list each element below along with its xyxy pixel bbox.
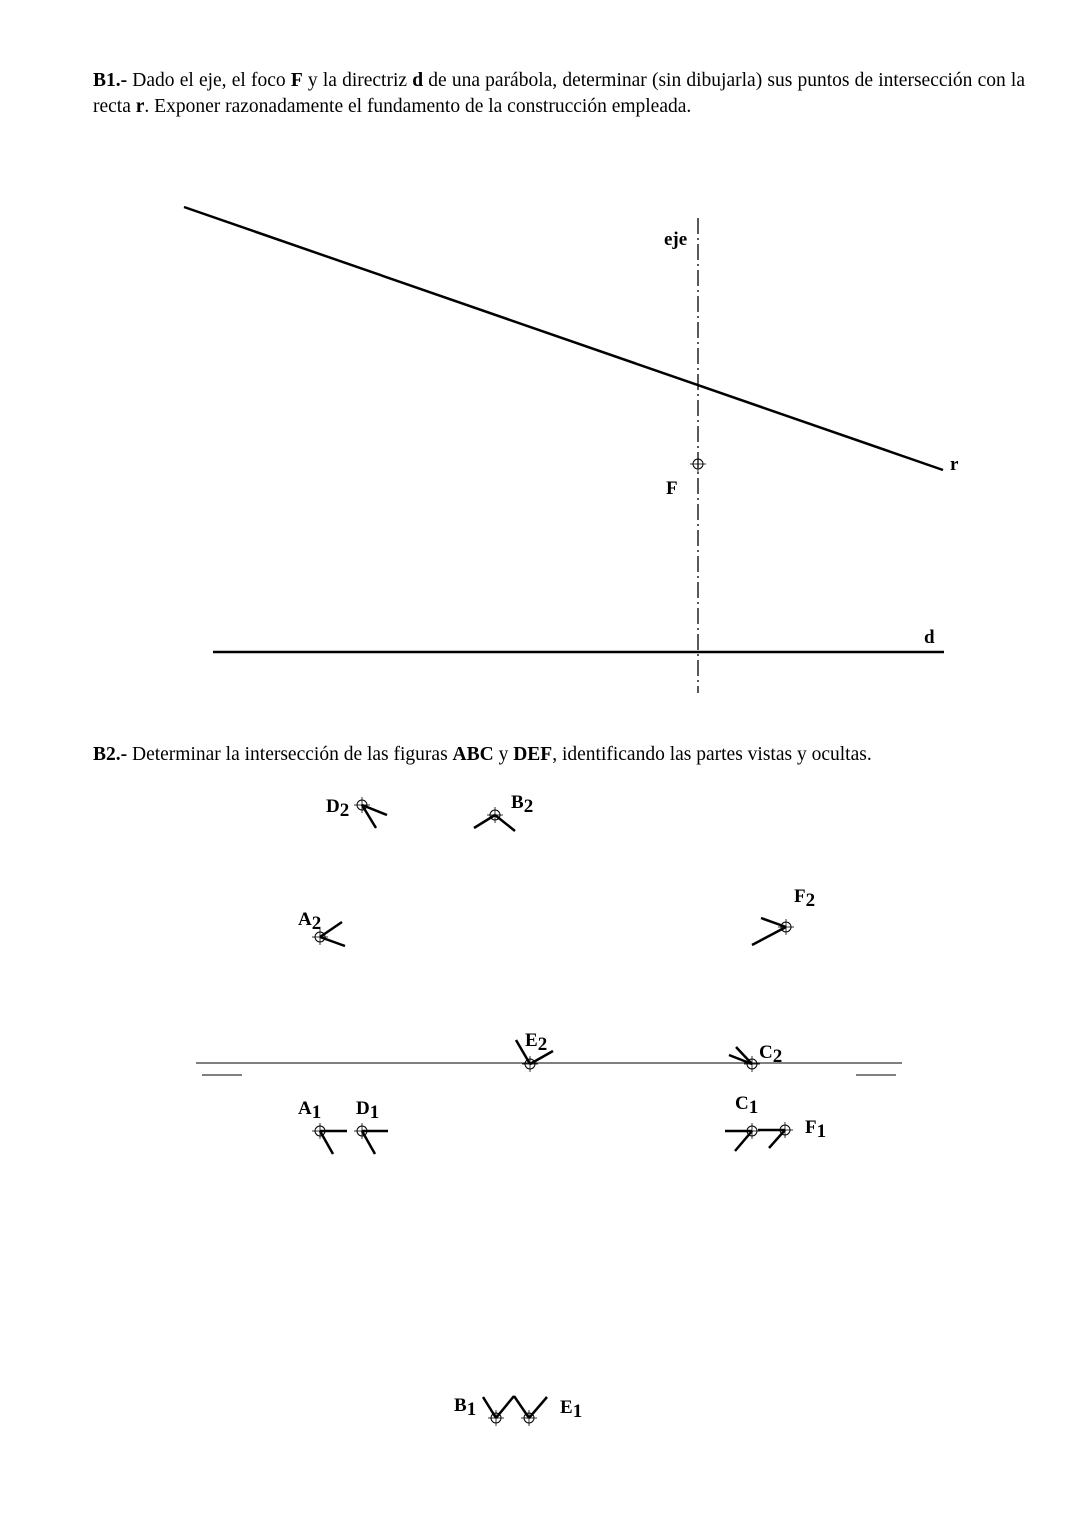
label-B2: B2 [511,792,534,817]
problem-2-id: B2.- [93,744,128,765]
label-E2: E2 [525,1030,548,1055]
label-F1: F1 [805,1117,827,1142]
point-F2-marker [752,918,794,945]
point-C2-marker [729,1047,760,1072]
label-C1: C1 [735,1093,759,1118]
point-B1-marker [483,1396,514,1426]
label-A1: A1 [298,1098,322,1123]
point-D1-marker [354,1123,388,1154]
bold-run: DEF [513,744,553,765]
point-A1-marker [312,1123,347,1154]
bold-run: F [290,70,303,91]
axis-label: eje [664,229,688,250]
point-B2-marker [474,807,515,831]
point-E1-marker [514,1396,547,1426]
text-run: de una parábola, determinar (sin dibujarla) sus puntos de intersección con la recta [93,70,1026,117]
projection-figure [196,792,902,1426]
label-D1: D1 [356,1098,380,1123]
label-C2: C2 [759,1042,783,1067]
point-F1-marker [758,1122,793,1148]
label-F2: F2 [794,886,816,911]
text-run: y [493,744,514,765]
line-r [184,207,943,470]
directrix-label: d [924,627,935,648]
parabola-figure [184,207,959,693]
focus-point-marker [690,456,706,472]
label-B1: B1 [454,1395,477,1420]
bold-run: ABC [452,744,494,765]
point-D2-marker [354,797,387,828]
line-r-label: r [950,454,959,475]
label-A2: A2 [298,909,322,934]
bold-run: d [412,70,424,91]
problem-1-id: B1.- [93,70,128,91]
focus-label: F [666,478,678,499]
point-C1-marker [725,1123,760,1151]
text-run: y la directriz [302,70,413,91]
text-run: , identificando las partes vistas y ocultas. [552,744,872,765]
text-run: Dado el eje, el foco [127,70,291,91]
bold-run: r [135,96,145,117]
label-D2: D2 [326,796,350,821]
label-E1: E1 [560,1397,583,1422]
text-run: Determinar la intersección de las figuras [127,744,453,765]
text-run: . Exponer razonadamente el fundamento de la construcción empleada. [144,96,692,117]
